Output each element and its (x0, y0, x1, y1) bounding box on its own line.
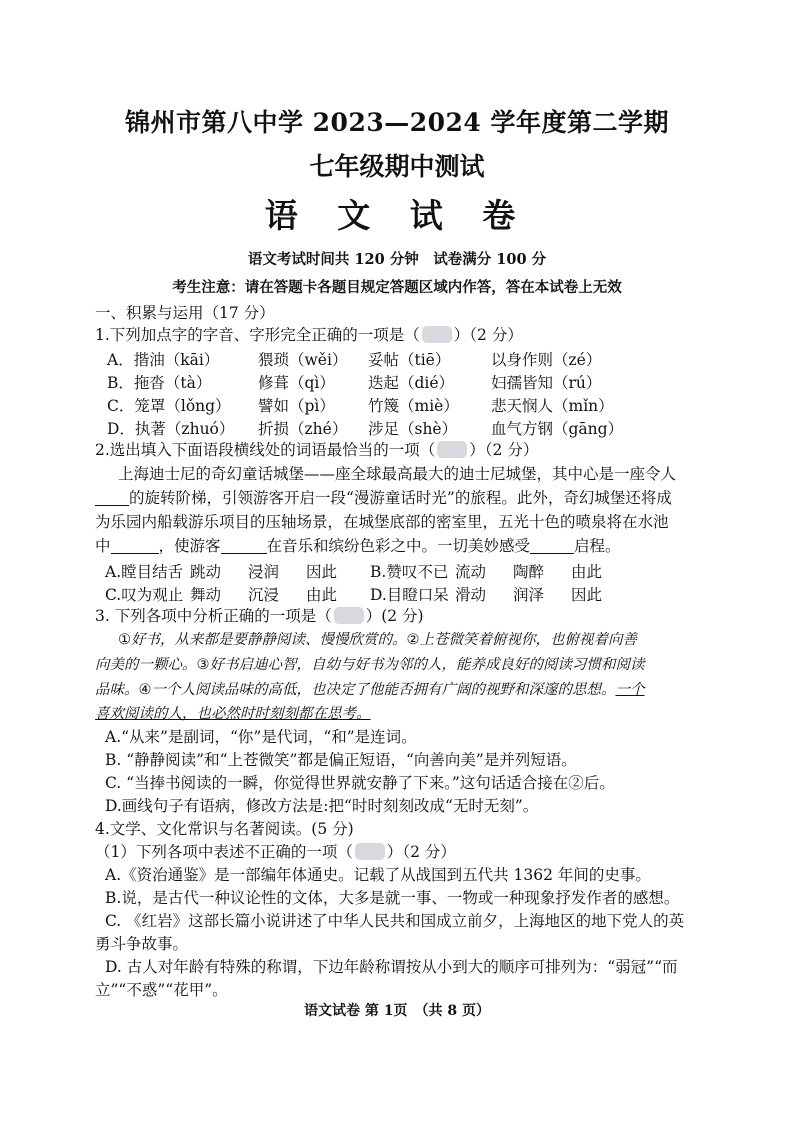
q4-option-b: B.说，是古代一种议论性的文体，大多是就一事、一物或一种现象抒发作者的感想。 (105, 889, 680, 907)
q2-passage-line-1: 上海迪士尼的奇幻童话城堡——座全球最高最大的迪士尼城堡，其中心是一座令人 (118, 465, 677, 483)
q2-option-d-4: 因此 (571, 586, 603, 604)
q4-option-d-line-1: D. 古人对年龄有特殊的称谓，下边年龄称谓按从小到大的顺序可排列为：“弱冠”“而 (105, 958, 678, 976)
q2-passage-line-2 (95, 488, 672, 508)
fill-blank-2 (111, 537, 159, 554)
q2-option-b-1: B.赞叹不已 (370, 563, 449, 581)
answer-blank-box (334, 607, 364, 624)
q1-option-c-1: C．笼罩（lǒng） (107, 397, 231, 415)
q3-passage-line-3 (95, 680, 645, 700)
q1-option-c-4: 悲天悯人（mǐn） (491, 397, 614, 415)
q2-line4-part-c: 在音乐和缤纷色彩之中。一切美妙感受 (266, 537, 531, 555)
q2-option-a-2: 跳动 (190, 563, 222, 581)
question-2-points: ）（2 分） (469, 441, 539, 459)
q4-option-d-line-2: 立”“不惑”“花甲”。 (95, 981, 228, 999)
q3-option-a: A.“从来”是副词，“你”是代词，“和”是连词。 (105, 728, 417, 746)
q2-option-c-2: 舞动 (190, 586, 222, 604)
q2-option-c-1: C.叹为观止 (105, 586, 184, 604)
q2-line4-part-b: ，使游客 (158, 537, 221, 555)
question-1-stem-text: 1.下列加点字的字音、字形完全正确的一项是（ (95, 326, 420, 344)
q1-option-b-1: B．拖沓（tà） (107, 374, 212, 392)
question-2-stem-text: 2.选出填入下面语段横线处的词语最恰当的一项（ (95, 441, 436, 459)
q2-option-c-3: 沉浸 (248, 586, 280, 604)
question-4-1-stem-text: （1）下列各项中表述不正确的一项（ (95, 843, 353, 861)
fill-blank-3 (221, 537, 267, 554)
q2-option-c-4: 由此 (306, 586, 338, 604)
q3-underlined-sentence-start: 一个 (615, 682, 645, 698)
question-1-stem (95, 325, 523, 345)
q1-option-a-3: 妥帖（tiē） (368, 351, 451, 369)
q1-option-b-3: 迭起（dié） (368, 374, 455, 392)
q2-option-b-3: 陶醉 (513, 563, 545, 581)
q1-option-c-3: 竹篾（miè） (368, 397, 459, 415)
q2-option-a-1: A.瞠目结舌 (105, 563, 184, 581)
q3-option-b: B. “静静阅读”和“上苍微笑”都是偏正短语，“向善向美”是并列短语。 (105, 751, 577, 769)
page-footer: 语文试卷 第 1页 （共 8 页） (304, 1003, 490, 1019)
q2-line4-part-d: 启程。 (574, 537, 621, 555)
fill-blank-4 (530, 537, 574, 554)
question-4-stem: 4.文学、文化常识与名著阅读。(5 分) (95, 820, 354, 838)
exam-title-subject: 语 文 试 卷 (264, 196, 530, 235)
question-4-1-stem (95, 842, 456, 862)
q3-option-c: C. “当捧书阅读的一瞬，你觉得世界就安静了下来。”这句话适合接在②后。 (105, 774, 615, 792)
q2-passage-line-3: 为乐园内船载游乐项目的压轴场景，在城堡底部的密室里，五光十色的喷泉将在水池 (95, 513, 669, 531)
q3-option-d: D.画线句子有语病，修改方法是:把“时时刻刻改成“无时无刻”。 (105, 797, 539, 815)
question-1-points: ）（2 分） (453, 326, 523, 344)
q1-option-d-4: 血气方钢（gāng） (491, 420, 624, 438)
q1-option-d-2: 折损（zhé） (258, 420, 348, 438)
q3-line3-text: 品味。④一个人阅读品味的高低，也决定了他能否拥有广阔的视野和深邃的思想。 (95, 682, 616, 698)
q2-option-d-1: D.目瞪口呆 (370, 586, 449, 604)
question-3-points: ）(2 分) (365, 607, 424, 625)
q1-option-b-4: 妇孺皆知（rú） (491, 374, 602, 392)
fill-blank-1 (95, 489, 129, 506)
q2-option-b-4: 由此 (571, 563, 603, 581)
section-heading: 一、积累与运用（17 分） (95, 304, 275, 322)
q2-option-d-2: 滑动 (455, 586, 487, 604)
exam-title-school: 锦州市第八中学 2023—2024 学年度第二学期 (124, 108, 670, 137)
answer-blank-box (437, 441, 467, 458)
q4-option-a: A.《资治通鉴》是一部编年体通史。记载了从战国到五代共 1362 年间的史事。 (105, 866, 651, 884)
q2-option-b-2: 流动 (455, 563, 487, 581)
q2-passage-line-2-text: 的旋转阶梯，引领游客开启一段“漫游童话时光”的旅程。此外，奇幻城堡还将成 (129, 489, 672, 507)
exam-notice: 考生注意：请在答题卡各题目规定答题区域内作答，答在本试卷上无效 (172, 279, 622, 296)
q1-option-c-2: 譬如（pì） (258, 397, 335, 415)
answer-blank-box (422, 326, 452, 343)
q4-option-c-line-1: C. 《红岩》这部长篇小说讲述了中华人民共和国成立前夕，上海地区的地下党人的英 (105, 912, 685, 930)
q1-option-d-1: D．执著（zhuó） (107, 420, 235, 438)
q2-option-a-4: 因此 (306, 563, 338, 581)
q3-passage-line-2: 向美的一颗心。③好书启迪心智，自幼与好书为邻的人，能养成良好的阅读习惯和阅读 (95, 657, 645, 673)
q1-option-a-4: 以身作则（zé） (491, 351, 602, 369)
q2-option-a-3: 浸润 (248, 563, 280, 581)
q1-option-d-3: 涉足（shè） (368, 420, 458, 438)
question-2-stem (95, 440, 538, 460)
answer-blank-box (355, 843, 385, 860)
q1-option-a-2: 猥琐（wěi） (258, 351, 348, 369)
exam-title-grade: 七年级期中测试 (309, 152, 485, 181)
q1-option-b-2: 修葺（qì） (258, 374, 335, 392)
q3-underlined-sentence-end: 喜欢阅读的人，也必然时时刻刻都在思考。 (95, 706, 371, 722)
question-3-stem (95, 606, 424, 626)
q2-option-d-3: 润泽 (513, 586, 545, 604)
q2-passage-line-4 (95, 536, 621, 556)
question-3-stem-text: 3. 下列各项中分析正确的一项是（ (95, 607, 332, 625)
exam-info: 语文考试时间共 120 分钟 试卷满分 100 分 (247, 251, 547, 268)
q4-option-c-line-2: 勇斗争故事。 (95, 935, 189, 953)
question-4-1-points: ）（2 分） (386, 843, 456, 861)
q2-line4-part-a: 中 (95, 537, 111, 555)
q1-option-a-1: A．揩油（kāi） (107, 351, 220, 369)
q3-passage-line-1: ①好书，从来都是要静静阅读、慢慢欣赏的。②上苍微笑着俯视你，也俯视着向善 (118, 632, 637, 648)
